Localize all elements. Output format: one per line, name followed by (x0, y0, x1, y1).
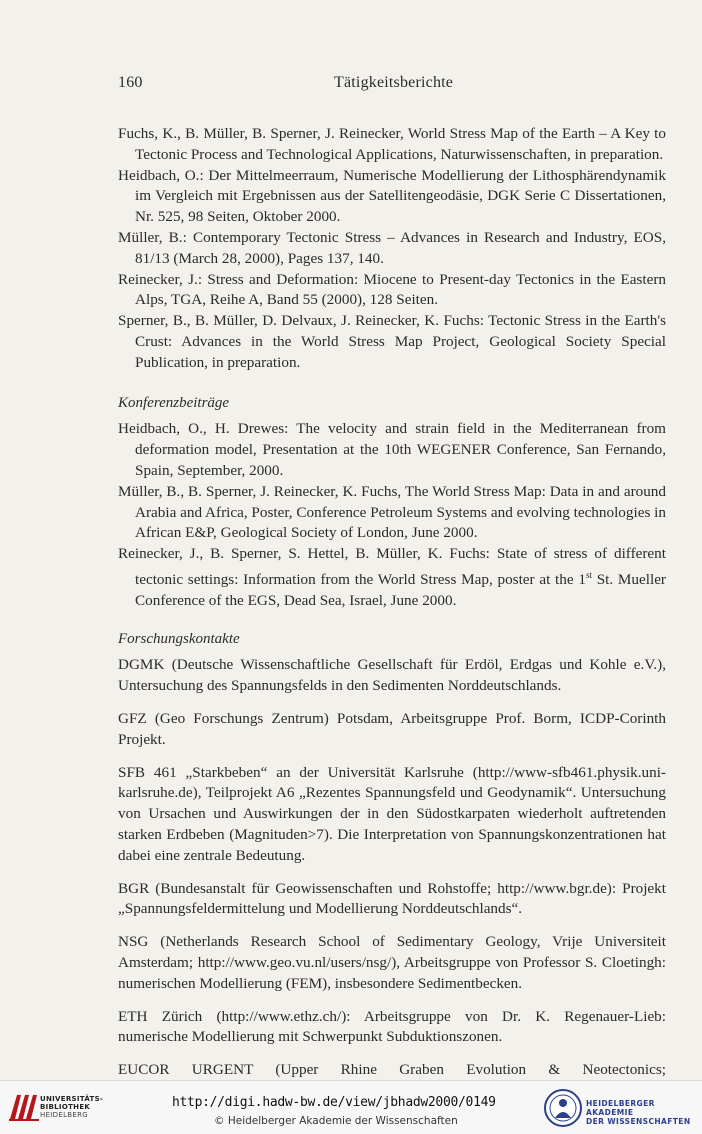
contact-paragraph: NSG (Netherlands Research School of Sedimentary Geology, Vrije Universiteit Amsterdam; http://www.geo.vu.nl/users/nsg/), Arbeitsgruppe von Professor S. Cloetingh: numerischen Modellierung (FEM), insbesondere Sedimentbecken. (118, 933, 666, 992)
reference-text: Reinecker, J., B. Sperner, S. Hettel, B. Müller, K. Fuchs: State of stress of different tectonic settings: Information from the World Stress Map, poster at the 1 (118, 545, 666, 588)
academy-name (586, 1099, 702, 1126)
page-number: 160 (118, 74, 143, 91)
reference-entry: Fuchs, K., B. Müller, B. Sperner, J. Reinecker, World Stress Map of the Earth – A Key to Tectonic Process and Technological Applications, Naturwissenschaften, in preparation. (118, 125, 666, 163)
running-title: Tätigkeitsberichte (334, 74, 454, 91)
reference-entry (118, 544, 666, 611)
ordinal-suffix: st (585, 569, 592, 580)
reference-entry: Müller, B.: Contemporary Tectonic Stress – Advances in Research and Industry, EOS, 81/13 (March 28, 2000), Pages 137, 140. (118, 228, 666, 267)
university-library-logo-icon[interactable] (7, 1091, 41, 1123)
contact-paragraph: ETH Zürich (http://www.ethz.ch/): Arbeitsgruppe von Dr. K. Regenauer-Lieb: numerische Modellierung mit Schwerpunkt Subduktionszonen. (118, 1007, 666, 1046)
main-text (118, 124, 666, 1102)
contact-paragraph: GFZ (Geo Forschungs Zentrum) Potsdam, Arbeitsgruppe Prof. Borm, ICDP-Corinth Projekt. (118, 709, 666, 748)
academy-line: HEIDELBERGER AKADEMIE (586, 1099, 655, 1117)
reference-entry: Heidbach, O.: Der Mittelmeerraum, Numerische Modellierung der Lithosphärendynamik im Vergleich mit Ergebnissen aus der Satellitengeodäsie, DGK Serie C Dissertationen, Nr. 525, 98 Seiten, Oktober 2000. (118, 166, 666, 226)
contact-paragraph: DGMK (Deutsche Wissenschaftliche Gesellschaft für Erdöl, Erdgas und Kohle e.V.), Untersuchung des Spannungsfelds in den Sedimenten Norddeutschlands. (118, 656, 666, 695)
ub-line: BIBLIOTHEK (40, 1103, 91, 1111)
ub-line: HEIDELBERG (40, 1111, 88, 1119)
contact-paragraph: BGR (Bundesanstalt für Geowissenschaften und Rohstoffe; http://www.bgr.de): Projekt „Spannungsfeldermittelung und Modellierung Norddeutschlands“. (118, 879, 666, 918)
contact-paragraph: EUCOR URGENT (Upper Rhine Graben Evolution & Neotectonics; (118, 1061, 666, 1079)
reference-entry: Heidbach, O., H. Drewes: The velocity and strain field in the Mediterranean from deformation model, Presentation at the 10th WEGENER Conference, San Fernando, Spain, September, 2000. (118, 420, 666, 479)
reference-entry: Sperner, B., B. Müller, D. Delvaux, J. Reinecker, K. Fuchs: Tectonic Stress in the Earth's Crust: Advances in the World Stress Map Project, Geological Society Special Publication, in preparation. (118, 312, 666, 371)
copyright-notice: © Heidelberger Akademie der Wissenschaften (214, 1115, 458, 1127)
section-heading-konferenzbeitraege: Konferenzbeiträge (118, 394, 230, 411)
reference-entry: Müller, B., B. Sperner, J. Reinecker, K. Fuchs, The World Stress Map: Data in and around Arabia and Africa, Poster, Conference Petroleum Systems and evolving technologies in African E&P, Geological Society of London, June 2000. (118, 482, 666, 542)
reference-entry: Reinecker, J.: Stress and Deformation: Miocene to Present-day Tectonics in the Eastern Alps, TGA, Reihe A, Band 55 (2000), 128 Seiten. (118, 270, 666, 309)
viewer-footer (0, 1080, 702, 1134)
university-library-name (40, 1095, 103, 1119)
publication-list (118, 124, 666, 374)
conference-list (118, 419, 666, 611)
academy-line: DER WISSENSCHAFTEN (586, 1117, 691, 1126)
reference-text: St. Mueller Conference of the EGS, Dead Sea, Israel, June 2000. (135, 571, 666, 609)
permalink-url[interactable]: http://digi.hadw-bw.de/view/jbhadw2000/0149 (172, 1095, 496, 1110)
academy-seal-icon[interactable] (543, 1088, 583, 1128)
ub-line: UNIVERSITÄTS- (40, 1095, 104, 1103)
section-heading-forschungskontakte: Forschungskontakte (118, 630, 240, 647)
contact-paragraph: SFB 461 „Starkbeben“ an der Universität Karlsruhe (http://www-sfb461.physik.uni-karlsruhe.de), Teilprojekt A6 „Rezentes Spannungsfeld und Geodynamik“. Untersuchung von Ursachen und Auswirkungen der in den Südostkarpaten wiederholt auftretenden starken Erdbeben (Magnituden>7). Die Interpretation von Spannungskonzentrationen hat dabei eine zentrale Bedeutung. (118, 763, 666, 864)
research-contacts (118, 655, 666, 1101)
